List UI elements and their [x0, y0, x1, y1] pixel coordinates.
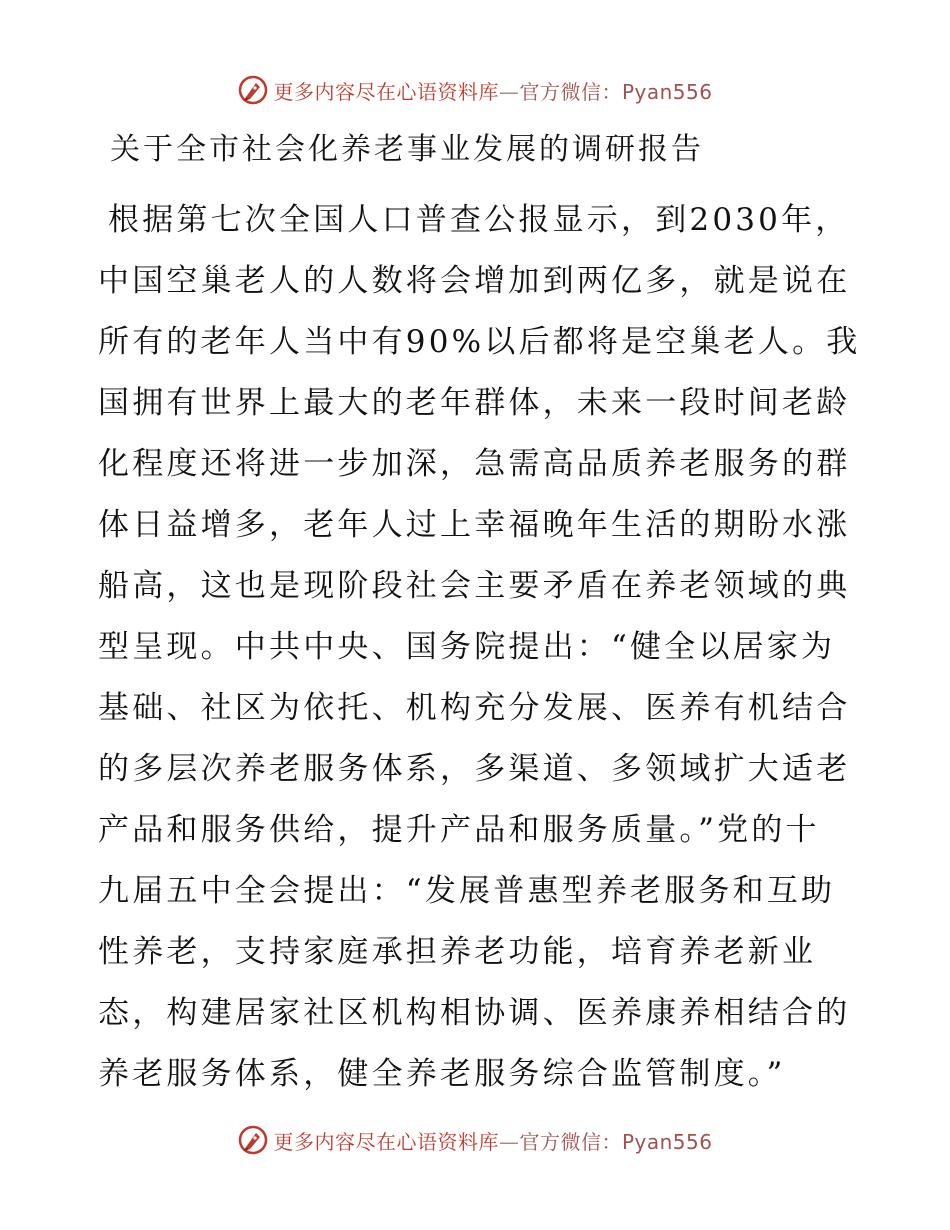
- header-banner: [0, 72, 950, 108]
- body-line: 国拥有世界上最大的老年群体，未来一段时间老龄: [98, 385, 851, 421]
- document-body: [98, 190, 861, 1105]
- body-line: 九届五中全会提出：“发展普惠型养老服务和互助: [98, 873, 836, 909]
- body-line: 态，构建居家社区机构相协调、医养康养相结合的: [98, 995, 851, 1031]
- body-line: 养老服务体系，健全养老服务综合监管制度。”: [98, 1056, 786, 1092]
- document-title: 关于全市社会化养老事业发展的调研报告: [110, 132, 704, 167]
- body-line: 产品和服务供给，提升产品和服务质量。”党的十: [98, 812, 820, 848]
- banner-site-name: 更多内容尽在心语资料库: [273, 1129, 499, 1154]
- banner-separator: —: [498, 1129, 520, 1154]
- body-line: 型呈现。中共中央、国务院提出：“健全以居家为: [98, 629, 836, 665]
- body-line: 性养老，支持家庭承担养老功能，培育养老新业: [98, 934, 817, 970]
- body-line: 根据第七次全国人口普查公报显示，到2030年，: [108, 202, 850, 238]
- body-line: 的多层次养老服务体系，多渠道、多领域扩大适老: [98, 751, 851, 787]
- pen-nib-logo-icon: [237, 74, 269, 106]
- footer-banner: [0, 1122, 950, 1158]
- body-line: 化程度还将进一步加深，急需高品质养老服务的群: [98, 446, 851, 482]
- body-line: 船高，这也是现阶段社会主要矛盾在养老领域的典: [98, 568, 851, 604]
- banner-separator: —: [498, 79, 520, 104]
- body-line: 中国空巢老人的人数将会增加到两亿多，就是说在: [98, 263, 851, 299]
- body-line: 所有的老年人当中有90%以后都将是空巢老人。我: [98, 324, 861, 360]
- body-line: 体日益增多，老年人过上幸福晚年生活的期盼水涨: [98, 507, 851, 543]
- banner-wechat: 官方微信：Pyan556: [519, 1129, 713, 1154]
- pen-nib-logo-icon: [237, 1124, 269, 1156]
- body-line: 基础、社区为依托、机构充分发展、医养有机结合: [98, 690, 851, 726]
- banner-site-name: 更多内容尽在心语资料库: [273, 79, 499, 104]
- banner-wechat: 官方微信：Pyan556: [519, 79, 713, 104]
